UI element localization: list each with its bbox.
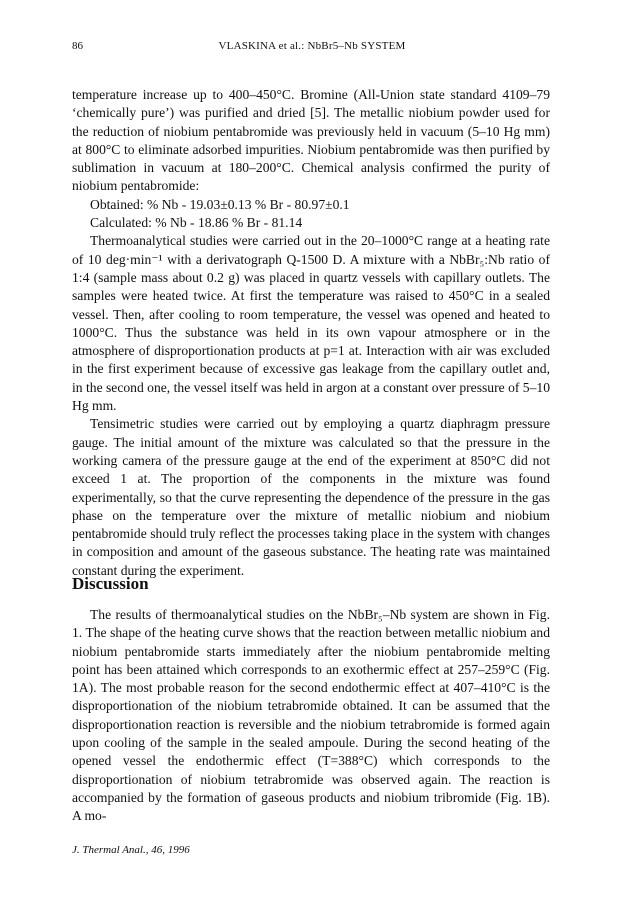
paragraph: Tensimetric studies were carried out by employing a quartz diaphragm pressure gauge. The initial amount of the mixture was calculated so that the pressure in the working camera of the pressure gauge at the end of the experiment at 850°C did not exceed 1 at. The proportion of the components in the mixture was found experimentally, so that the curve representing the dependence of the pressure in the gas phase on the temperature over the mixture of metallic niobium and niobium pentabromide should truly reflect the processes taking place in the system with changes in composition and amount of the gaseous substance. The heating rate was maintained constant during the experiment.	[72, 416, 550, 578]
journal-footer: J. Thermal Anal., 46, 1996	[72, 844, 190, 856]
paragraph: The results of thermoanalytical studies on the NbBr₅–Nb system are shown in Fig. 1. The shape of the heating curve shows that the reaction between metallic niobium and niobium pentabromide starts immediately after the niobium pentabromide melting point has been attained which corresponds to an exothermic effect at 257–259°C (Fig. 1A). The most probable reason for the second endothermic effect at 407–410°C is the disproportionation of the niobium tetrabromide obtained. It can be assumed that the disproportionation reaction is reversible and the niobium tetrabromide is formed again upon cooling of the sample in the sealed ampoule. During the second heating of the opened vessel the endothermic effect (T=388°C) which corresponds to the disproportionation of niobium tetrabromide was observed again. The reaction is accompanied by the formation of gaseous products and niobium tribromide (Fig. 1B). A mo-	[72, 607, 550, 824]
paragraph: Thermoanalytical studies were carried out in the 20–1000°C range at a heating rate of 10 deg·min⁻¹ with a derivatograph Q-1500 D. A mixture with a NbBr₅:Nb ratio of 1:4 (sample mass about 0.2 g) was placed in quartz vessels with capillary outlets. The samples were heated twice. At first the temperature was raised to 450°C in a sealed vessel. Then, after cooling to room temperature, the vessel was opened and heated to 1000°C. Thus the substance was held in its own vapour atmosphere or in the atmosphere of disproportionation products at p=1 at. Interaction with air was excluded in the first experiment because of excessive gas leakage from the capillary outlet and, in the second one, the vessel itself was held in argon at a constant over pressure of 5–10 Hg mm.	[72, 233, 550, 414]
page-number: 86	[72, 40, 83, 52]
obtained-analysis: Obtained: % Nb - 19.03±0.13 % Br - 80.97±0.1	[90, 196, 350, 212]
running-title: VLASKINA et al.: NbBr5–Nb SYSTEM	[218, 40, 406, 52]
paragraph: temperature increase up to 400–450°C. Bromine (All-Union state standard 4109–79 ‘chemically pure’) was purified and dried [5]. The metallic niobium powder used for the reduction of niobium pentabromide was previously held in vacuum (5–10 Hg mm) at 800°C to eliminate adsorbed impurities. Niobium pentabromide was then purified by sublimation in vacuum at 180–200°C. Chemical analysis confirmed the purity of niobium pentabromide:	[72, 87, 550, 194]
section-heading: Discussion	[72, 574, 149, 593]
running-header	[72, 40, 552, 56]
calculated-analysis: Calculated: % Nb - 18.86 % Br - 81.14	[90, 215, 303, 231]
discussion-text	[72, 606, 550, 826]
methods-text	[72, 86, 550, 580]
